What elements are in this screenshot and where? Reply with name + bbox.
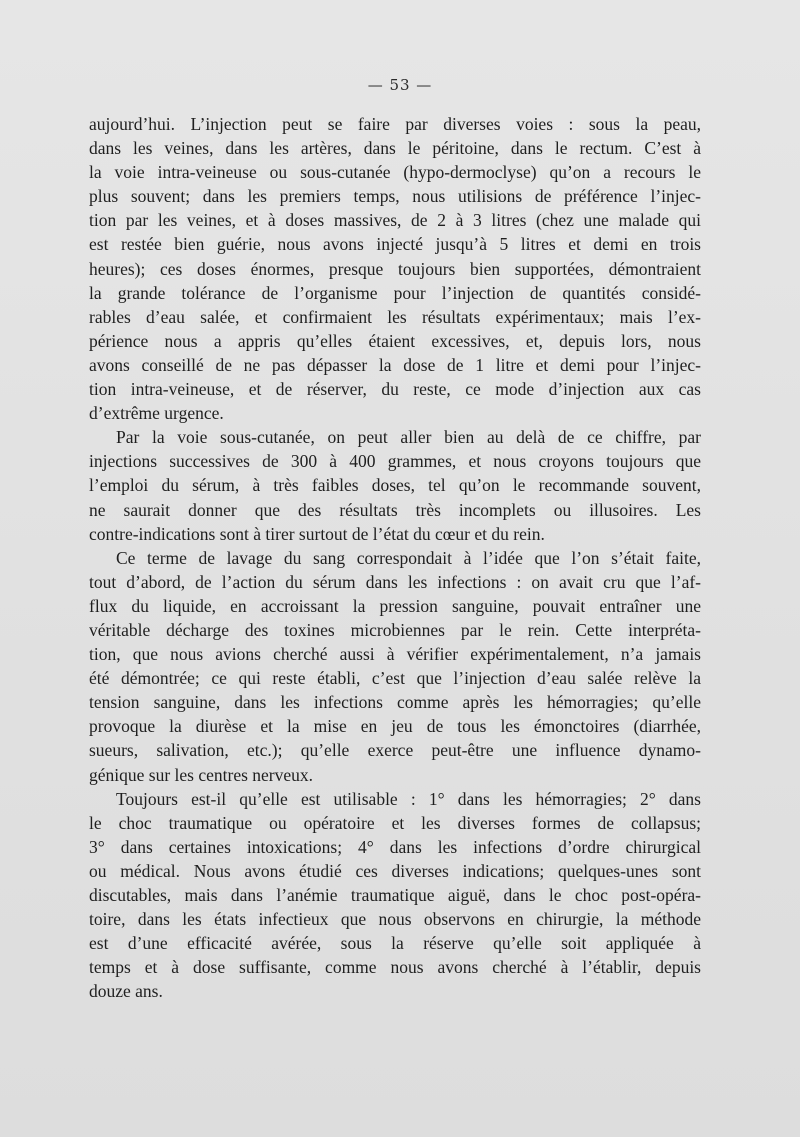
- text-line: douze ans.: [89, 981, 163, 1002]
- text-line: rables d’eau salée, et confirmaient les résultats expérimentaux; mais l’ex-: [89, 306, 701, 327]
- text-line: tion par les veines, et à doses massives, de 2 à 3 litres (chez une malade qui: [89, 210, 701, 231]
- text-line: Ce terme de lavage du sang correspondait à l’idée que l’on s’était faite,: [116, 547, 701, 568]
- text-line: plus souvent; dans les premiers temps, nous utilisions de préférence l’injec-: [89, 186, 701, 207]
- text-line: l’emploi du sérum, à très faibles doses, tel qu’on le recommande souvent,: [89, 475, 701, 496]
- paragraph: [89, 112, 701, 425]
- text-line: discutables, mais dans l’anémie traumatique aiguë, dans le choc post-opéra-: [89, 885, 701, 905]
- text-line: été démontrée; ce qui reste établi, c’est que l’injection d’eau salée relève la: [89, 668, 701, 689]
- text-line: tion, que nous avions cherché aussi à vérifier expérimentalement, n’a jamais: [89, 644, 701, 665]
- text-line: flux du liquide, en accroissant la pression sanguine, pouvait entraîner une: [89, 595, 701, 616]
- text-line: heures); ces doses énormes, presque toujours bien supportées, démontraient: [89, 258, 701, 279]
- text-line: tension sanguine, dans les infections comme après les hémorragies; qu’elle: [89, 692, 701, 713]
- text-line: dans les veines, dans les artères, dans le péritoine, dans le rectum. C’est à: [89, 138, 701, 159]
- text-line: contre-indications sont à tirer surtout de l’état du cœur et du rein.: [89, 523, 545, 544]
- text-line: est d’une efficacité avérée, sous la réserve qu’elle soit appliquée à: [89, 933, 701, 954]
- text-line: véritable décharge des toxines microbiennes par le rein. Cette interpréta-: [89, 619, 701, 640]
- page-number: — 53 —: [367, 76, 433, 94]
- paragraph: [89, 787, 701, 1004]
- text-line: ou médical. Nous avons étudié ces diverses indications; quelques-unes sont: [89, 860, 701, 881]
- text-line: périence nous a appris qu’elles étaient excessives, et, depuis lors, nous: [89, 330, 701, 351]
- text-line: injections successives de 300 à 400 grammes, et nous croyons toujours que: [89, 451, 701, 472]
- text-line: avons conseillé de ne pas dépasser la dose de 1 litre et demi pour l’injec-: [89, 354, 701, 375]
- paragraph: [89, 425, 701, 545]
- text-line: d’extrême urgence.: [89, 403, 224, 424]
- text-line: temps et à dose suffisante, comme nous avons cherché à l’établir, depuis: [89, 957, 701, 978]
- text-line: Toujours est-il qu’elle est utilisable : 1° dans les hémorragies; 2° dans: [116, 788, 701, 809]
- paragraph: [89, 546, 701, 787]
- text-line: provoque la diurèse et la mise en jeu de tous les émonctoires (diarrhée,: [89, 716, 701, 737]
- text-line: ne saurait donner que des résultats très incomplets ou illusoires. Les: [89, 499, 701, 520]
- text-line: le choc traumatique ou opératoire et les diverses formes de collapsus;: [89, 812, 701, 833]
- text-line: aujourd’hui. L’injection peut se faire par diverses voies : sous la peau,: [89, 114, 701, 134]
- text-line: est restée bien guérie, nous avons injecté jusqu’à 5 litres et demi en trois: [89, 234, 701, 255]
- text-line: la voie intra-veineuse ou sous-cutanée (hypo-dermoclyse) qu’on a recours le: [89, 162, 701, 183]
- text-line: tout d’abord, de l’action du sérum dans les infections : on avait cru que l’af-: [89, 571, 701, 592]
- text-line: génique sur les centres nerveux.: [89, 764, 314, 785]
- body-text: [89, 112, 701, 1003]
- text-line: la grande tolérance de l’organisme pour l’injection de quantités considé-: [89, 282, 701, 303]
- text-line: sueurs, salivation, etc.); qu’elle exerce peut-être une influence dynamo-: [89, 740, 701, 761]
- text-line: Par la voie sous-cutanée, on peut aller bien au delà de ce chiffre, par: [116, 427, 701, 448]
- text-line: tion intra-veineuse, et de réserver, du reste, ce mode d’injection aux cas: [89, 379, 701, 400]
- text-line: 3° dans certaines intoxications; 4° dans les infections d’ordre chirurgical: [89, 836, 701, 857]
- text-line: toire, dans les états infectieux que nous observons en chirurgie, la méthode: [89, 909, 701, 930]
